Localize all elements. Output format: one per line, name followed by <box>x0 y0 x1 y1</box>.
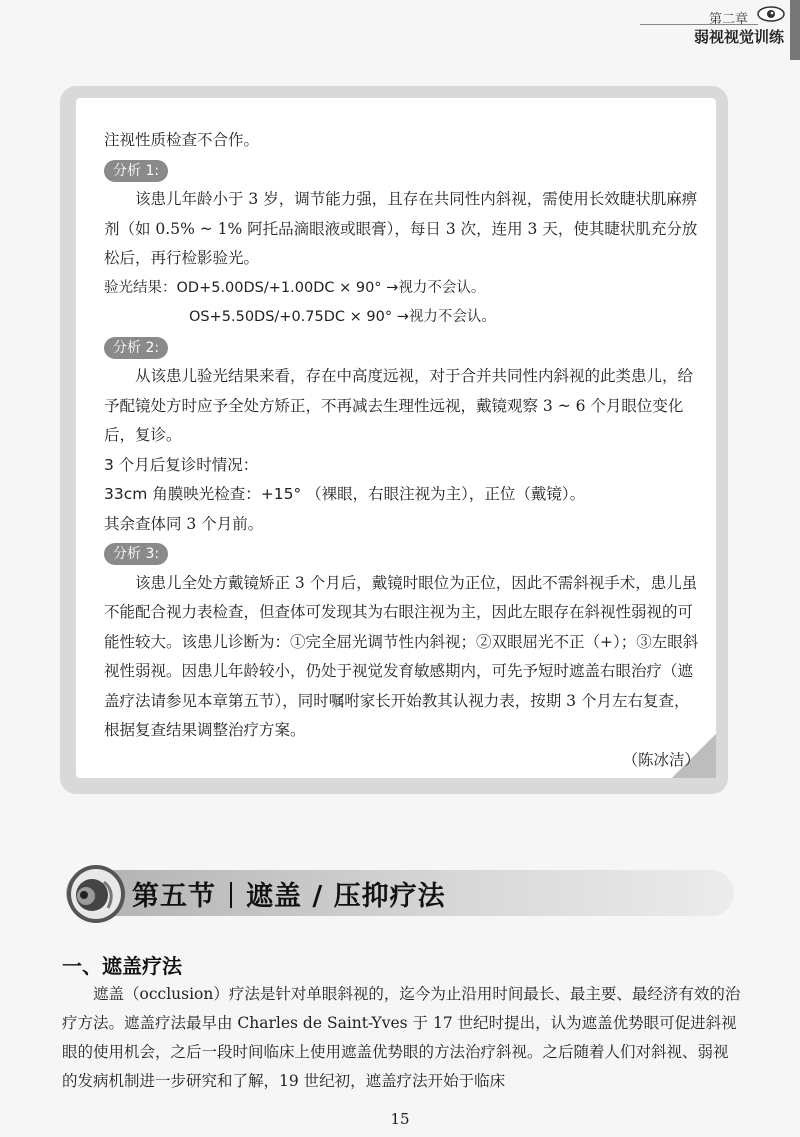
followup-title: 3 个月后复诊时情况： <box>104 455 259 474</box>
section-number: 第五节 <box>132 881 216 912</box>
section-name: 遮盖 / 压抑疗法 <box>246 881 446 912</box>
subsection-heading: 一、遮盖疗法 <box>62 954 182 978</box>
analysis1-tag: 分析 1: <box>104 160 168 182</box>
eye-icon <box>756 5 786 23</box>
case-content <box>104 126 704 775</box>
subsection-body: 遮盖（occlusion）疗法是针对单眼斜视的，迄今为止沿用时间最长、最主要、最经济有效的治疗方法。遮盖疗法最早由 Charles de Saint-Yves 于 17 世纪时提出，认为遮盖优势眼可促进斜视眼的使用机会，之后一段时间临床上使用遮盖优势眼的方法治疗斜视。之后随着人们对斜视、弱视的发病机制进一步研究和了解，19 世纪初，遮盖疗法开始于临床 <box>62 985 741 1090</box>
section-separator <box>230 882 232 908</box>
analysis2-tag: 分析 2: <box>104 337 168 359</box>
header-edge-bar <box>790 0 800 60</box>
page-header <box>0 0 800 60</box>
case-intro-line: 注视性质检查不合作。 <box>104 131 260 149</box>
case-author: （陈冰洁） <box>622 750 700 769</box>
chapter-title: 弱视视觉训练 <box>693 28 784 46</box>
analysis3-tag: 分析 3: <box>104 543 168 565</box>
followup-cornea-test: 33cm 角膜映光检查：+15° （裸眼，右眼注视为主），正位（戴镜）。 <box>104 485 586 503</box>
chapter-label: 第二章 <box>708 12 748 27</box>
refraction-result-os: OS+5.50DS/+0.75DC × 90° →视力不会认。 <box>189 309 496 325</box>
case-box <box>60 86 728 794</box>
refraction-result-od: 验光结果：OD+5.00DS/+1.00DC × 90° →视力不会认。 <box>104 279 486 296</box>
analysis2-text: 从该患儿验光结果来看，存在中高度远视，对于合并共同性内斜视的此类患儿，给予配镜处方时应予全处方矫正，不再减去生理性远视，戴镜观察 3 ~ 6 个月眼位变化后，复诊。 <box>104 367 694 444</box>
section-title <box>132 874 446 913</box>
followup-rest: 其余查体同 3 个月前。 <box>104 514 264 533</box>
analysis1-text: 该患儿年龄小于 3 岁，调节能力强，且存在共同性内斜视，需使用长效睫状肌麻痹剂（如 0.5% ~ 1% 阿托品滴眼液或眼膏），每日 3 次，连用 3 天，使其睫状肌充分放松后，再行检影验光。 <box>104 190 698 267</box>
page-number: 15 <box>390 1110 410 1128</box>
eyeball-icon <box>64 862 128 926</box>
analysis3-text: 该患儿全处方戴镜矫正 3 个月后，戴镜时眼位为正位，因此不需斜视手术，患儿虽不能配合视力表检查，但查体可发现其为右眼注视为主，因此左眼存在斜视性弱视的可能性较大。该患儿诊断为：①完全屈光调节性内斜视；②双眼屈光不正（+）；③左眼斜视性弱视。因患儿年龄较小，仍处于视觉发育敏感期内，可先予短时遮盖右眼治疗（遮盖疗法请参见本章第五节），同时嘱咐家长开始教其认视力表，按期 3 个月左右复查，根据复查结果调整治疗方案。 <box>104 573 699 739</box>
